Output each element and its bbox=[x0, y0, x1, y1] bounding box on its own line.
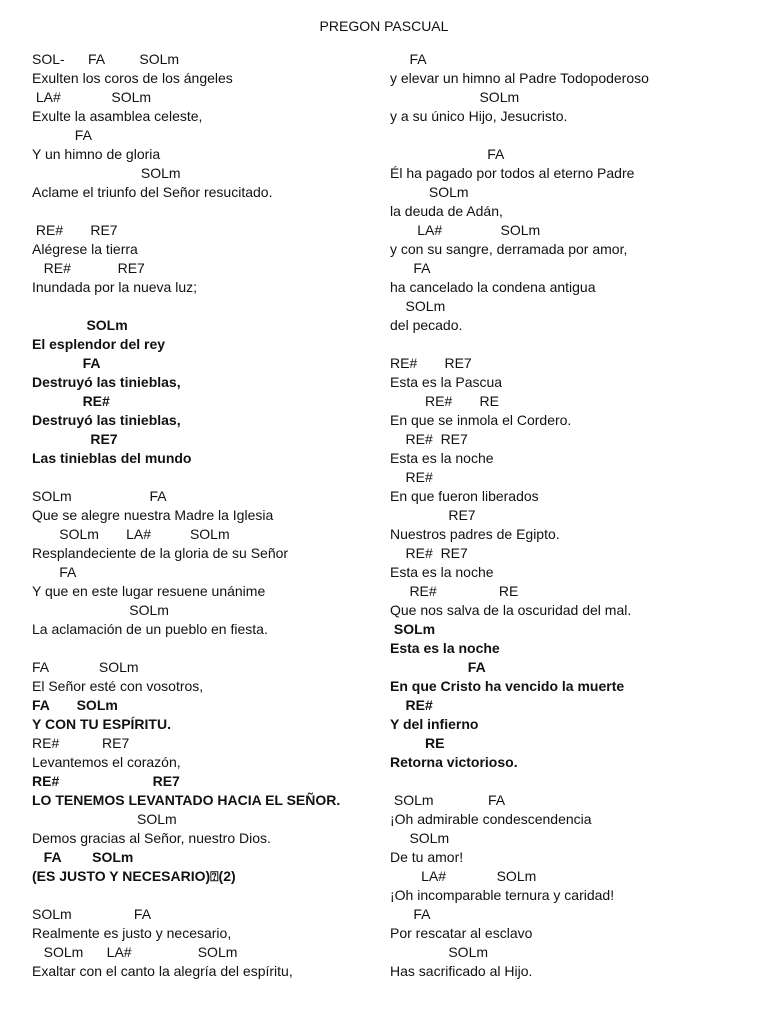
lyric-line: En que fueron liberados bbox=[390, 488, 539, 504]
lyric-line: Exulte la asamblea celeste, bbox=[32, 108, 203, 124]
lyric-line: RE# RE bbox=[390, 583, 519, 599]
lyric-line: FA bbox=[390, 51, 427, 67]
lyric-line: LA# SOLm bbox=[390, 222, 541, 238]
lyric-line: (ES JUSTO Y NECESARIO)⍰(2) bbox=[32, 868, 236, 884]
blank-line bbox=[32, 297, 377, 316]
lyric-line: la deuda de Adán, bbox=[390, 203, 503, 219]
lyric-line: RE# bbox=[32, 393, 110, 409]
lyric-line: SOLm bbox=[390, 830, 450, 846]
lyric-line: SOLm FA bbox=[32, 488, 167, 504]
lyric-line: Y del infierno bbox=[390, 716, 479, 732]
lyric-line: ha cancelado la condena antigua bbox=[390, 279, 596, 295]
lyric-line: Que se alegre nuestra Madre la Iglesia bbox=[32, 507, 274, 523]
lyric-line: RE# RE7 bbox=[32, 735, 130, 751]
lyric-line: En que se inmola el Cordero. bbox=[390, 412, 572, 428]
blank-line bbox=[390, 335, 750, 354]
lyric-line: FA bbox=[32, 355, 101, 371]
lyric-line: FA bbox=[390, 906, 431, 922]
lyric-line: FA SOLm bbox=[32, 659, 139, 675]
lyric-line: SOLm bbox=[32, 165, 181, 181]
blank-line bbox=[390, 772, 750, 791]
lyric-line: FA bbox=[32, 127, 92, 143]
lyric-line: FA bbox=[390, 659, 486, 675]
lyric-line: SOLm bbox=[390, 621, 436, 637]
right-column bbox=[390, 50, 750, 981]
lyric-line: ¡Oh incomparable ternura y caridad! bbox=[390, 887, 615, 903]
lyric-line: SOLm LA# SOLm bbox=[32, 944, 238, 960]
lyric-line: y a su único Hijo, Jesucristo. bbox=[390, 108, 568, 124]
lyric-line: La aclamación de un pueblo en fiesta. bbox=[32, 621, 268, 637]
lyric-line: Esta es la noche bbox=[390, 564, 494, 580]
lyric-line: Esta es la noche bbox=[390, 450, 494, 466]
blank-line bbox=[32, 202, 377, 221]
lyric-line: Esta es la Pascua bbox=[390, 374, 503, 390]
lyric-line: Realmente es justo y necesario, bbox=[32, 925, 232, 941]
lyric-line: ¡Oh admirable condescendencia bbox=[390, 811, 592, 827]
lyric-line: LO TENEMOS LEVANTADO HACIA EL SEÑOR. bbox=[32, 792, 341, 808]
lyric-line: RE# RE bbox=[390, 393, 499, 409]
lyric-line: y elevar un himno al Padre Todopoderoso bbox=[390, 70, 649, 86]
lyric-line: Aclame el triunfo del Señor resucitado. bbox=[32, 184, 273, 200]
lyric-line: Has sacrificado al Hijo. bbox=[390, 963, 533, 979]
lyric-line: y con su sangre, derramada por amor, bbox=[390, 241, 628, 257]
lyric-line: El Señor esté con vosotros, bbox=[32, 678, 204, 694]
lyric-line: Exaltar con el canto la alegría del espíritu, bbox=[32, 963, 293, 979]
lyric-line: del pecado. bbox=[390, 317, 463, 333]
lyric-line: Exulten los coros de los ángeles bbox=[32, 70, 233, 86]
lyric-line: RE# RE7 bbox=[32, 773, 180, 789]
lyric-line: Levantemos el corazón, bbox=[32, 754, 181, 770]
lyric-line: SOLm FA bbox=[390, 792, 506, 808]
lyric-line: LA# SOLm bbox=[390, 868, 537, 884]
lyric-line: SOLm LA# SOLm bbox=[32, 526, 230, 542]
lyric-line: RE# RE7 bbox=[32, 222, 118, 238]
lyric-line: RE# bbox=[390, 469, 433, 485]
blank-line bbox=[32, 468, 377, 487]
lyric-line: Destruyó las tinieblas, bbox=[32, 374, 181, 390]
lyric-line: De tu amor! bbox=[390, 849, 464, 865]
lyric-line: El esplendor del rey bbox=[32, 336, 166, 352]
lyric-line: LA# SOLm bbox=[32, 89, 152, 105]
lyric-line: FA bbox=[390, 260, 431, 276]
lyric-line: Las tinieblas del mundo bbox=[32, 450, 192, 466]
lyric-line: SOLm FA bbox=[32, 906, 152, 922]
lyric-line: SOLm bbox=[32, 602, 169, 618]
blank-line bbox=[32, 639, 377, 658]
lyric-line: FA bbox=[390, 146, 505, 162]
lyric-line: Él ha pagado por todos al eterno Padre bbox=[390, 165, 635, 181]
lyric-line: Y que en este lugar resuene unánime bbox=[32, 583, 266, 599]
lyric-line: Por rescatar al esclavo bbox=[390, 925, 533, 941]
blank-line bbox=[32, 886, 377, 905]
left-column bbox=[32, 50, 377, 981]
lyric-line: SOLm bbox=[390, 89, 520, 105]
lyric-line: RE# RE7 bbox=[390, 545, 468, 561]
lyric-line: Que nos salva de la oscuridad del mal. bbox=[390, 602, 632, 618]
lyric-line: SOLm bbox=[390, 944, 489, 960]
lyric-line: RE7 bbox=[32, 431, 118, 447]
lyric-line: Alégrese la tierra bbox=[32, 241, 138, 257]
lyric-line: Demos gracias al Señor, nuestro Dios. bbox=[32, 830, 271, 846]
lyric-line: Resplandeciente de la gloria de su Señor bbox=[32, 545, 289, 561]
lyric-line: En que Cristo ha vencido la muerte bbox=[390, 678, 625, 694]
lyric-line: Destruyó las tinieblas, bbox=[32, 412, 181, 428]
lyric-line: FA SOLm bbox=[32, 849, 134, 865]
page-title: PREGON PASCUAL bbox=[319, 18, 449, 34]
lyric-line: RE# RE7 bbox=[390, 355, 472, 371]
lyric-line: RE# RE7 bbox=[32, 260, 145, 276]
lyric-line: RE bbox=[390, 735, 445, 751]
lyric-line: RE# RE7 bbox=[390, 431, 468, 447]
lyric-line: Retorna victorioso. bbox=[390, 754, 518, 770]
lyric-line: RE7 bbox=[390, 507, 476, 523]
lyric-line: FA bbox=[32, 564, 77, 580]
lyric-line: SOLm bbox=[390, 184, 469, 200]
lyric-line: Y CON TU ESPÍRITU. bbox=[32, 716, 171, 732]
lyric-line: FA SOLm bbox=[32, 697, 118, 713]
blank-line bbox=[390, 126, 750, 145]
lyric-line: Nuestros padres de Egipto. bbox=[390, 526, 560, 542]
lyric-line: SOLm bbox=[32, 317, 128, 333]
lyric-line: Y un himno de gloria bbox=[32, 146, 161, 162]
lyric-line: SOLm bbox=[390, 298, 446, 314]
lyric-line: SOL- FA SOLm bbox=[32, 51, 180, 67]
lyric-line: Inundada por la nueva luz; bbox=[32, 279, 198, 295]
lyric-line: Esta es la noche bbox=[390, 640, 500, 656]
lyric-line: RE# bbox=[390, 697, 433, 713]
lyric-line: SOLm bbox=[32, 811, 177, 827]
